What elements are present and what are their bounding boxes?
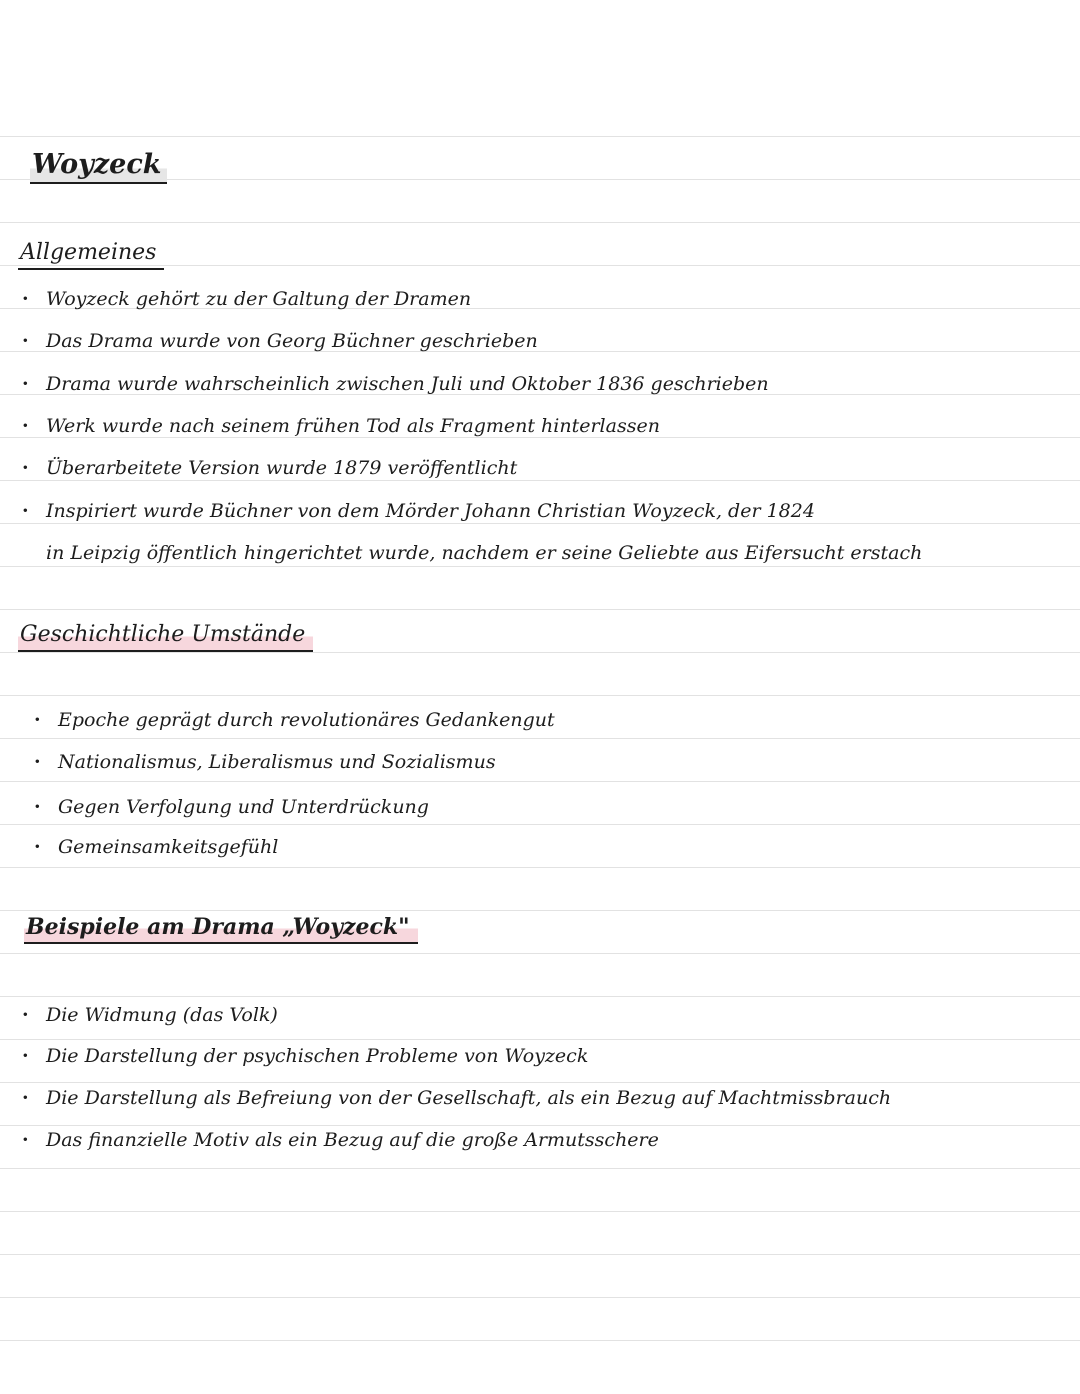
ruled-line [0, 566, 1080, 567]
bullet: · [34, 796, 41, 818]
ruled-line [0, 781, 1080, 782]
bullet: · [22, 330, 29, 352]
list-item [22, 498, 815, 524]
list-item-text: Die Darstellung der psychischen Probleme von Woyzeck [46, 1045, 589, 1067]
ruled-line [0, 1254, 1080, 1255]
ruled-line [0, 1082, 1080, 1083]
ruled-line [0, 609, 1080, 610]
list-item [22, 1085, 891, 1111]
list-item-text: Das finanzielle Motiv als ein Bezug auf die große Armutsschere [46, 1129, 659, 1151]
list-item [34, 707, 555, 733]
ruled-line [0, 136, 1080, 137]
ruled-line [0, 1125, 1080, 1126]
section-heading-allgemeines: Allgemeines [18, 238, 164, 270]
list-item [22, 1043, 588, 1069]
list-item-continuation: in Leipzig öffentlich hingerichtet wurde, nachdem er seine Geliebte aus Eifersucht erstach [46, 542, 923, 564]
ruled-line [0, 953, 1080, 954]
list-item-text: Überarbeitete Version wurde 1879 veröffentlicht [46, 457, 518, 479]
list-item-text: Das Drama wurde von Georg Büchner geschrieben [46, 330, 538, 352]
ruled-line [0, 910, 1080, 911]
bullet: · [22, 415, 29, 437]
list-item [34, 794, 429, 820]
ruled-line [0, 695, 1080, 696]
list-item [22, 455, 517, 481]
bullet: · [22, 500, 29, 522]
bullet: · [22, 1129, 29, 1151]
list-item-text: Drama wurde wahrscheinlich zwischen Juli und Oktober 1836 geschrieben [46, 373, 769, 395]
bullet: · [22, 1087, 29, 1109]
list-item-text: Die Darstellung als Befreiung von der Gesellschaft, als ein Bezug auf Machtmissbrauch [46, 1087, 892, 1109]
list-item [22, 1002, 278, 1028]
list-item-text: Inspiriert wurde Büchner von dem Mörder Johann Christian Woyzeck, der 1824 [46, 500, 815, 522]
bullet: · [22, 1004, 29, 1026]
list-item-text: Gemeinsamkeitsgefühl [58, 836, 279, 858]
bullet: · [22, 1045, 29, 1067]
ruled-line [0, 652, 1080, 653]
section-heading-beispiele: Beispiele am Drama „Woyzeck" [24, 912, 418, 944]
list-item [22, 413, 660, 439]
bullet: · [22, 288, 29, 310]
ruled-line [0, 1211, 1080, 1212]
ruled-line [0, 824, 1080, 825]
list-item-text: Epoche geprägt durch revolutionäres Gedankengut [58, 709, 555, 731]
bullet: · [34, 709, 41, 731]
list-item-text: Gegen Verfolgung und Unterdrückung [58, 796, 429, 818]
list-item-text: Nationalismus, Liberalismus und Sozialismus [58, 751, 496, 773]
bullet: · [34, 751, 41, 773]
list-item-text: Werk wurde nach seinem frühen Tod als Fragment hinterlassen [46, 415, 660, 437]
list-item [34, 749, 496, 775]
ruled-line [0, 996, 1080, 997]
list-item-text: Woyzeck gehört zu der Galtung der Dramen [46, 288, 472, 310]
ruled-line [0, 1297, 1080, 1298]
list-item [22, 328, 538, 354]
section-heading-geschichtliche-umstaende: Geschichtliche Umstände [18, 620, 313, 652]
bullet: · [22, 373, 29, 395]
ruled-line [0, 222, 1080, 223]
ruled-line [0, 1340, 1080, 1341]
list-item [22, 371, 769, 397]
ruled-line [0, 738, 1080, 739]
list-item [34, 834, 278, 860]
list-item [22, 286, 471, 312]
bullet: · [22, 457, 29, 479]
ruled-line [0, 1039, 1080, 1040]
list-item [22, 1127, 659, 1153]
ruled-line [0, 1168, 1080, 1169]
bullet: · [34, 836, 41, 858]
list-item-text: Die Widmung (das Volk) [46, 1004, 278, 1026]
ruled-line [0, 867, 1080, 868]
page-title: Woyzeck [30, 148, 167, 184]
